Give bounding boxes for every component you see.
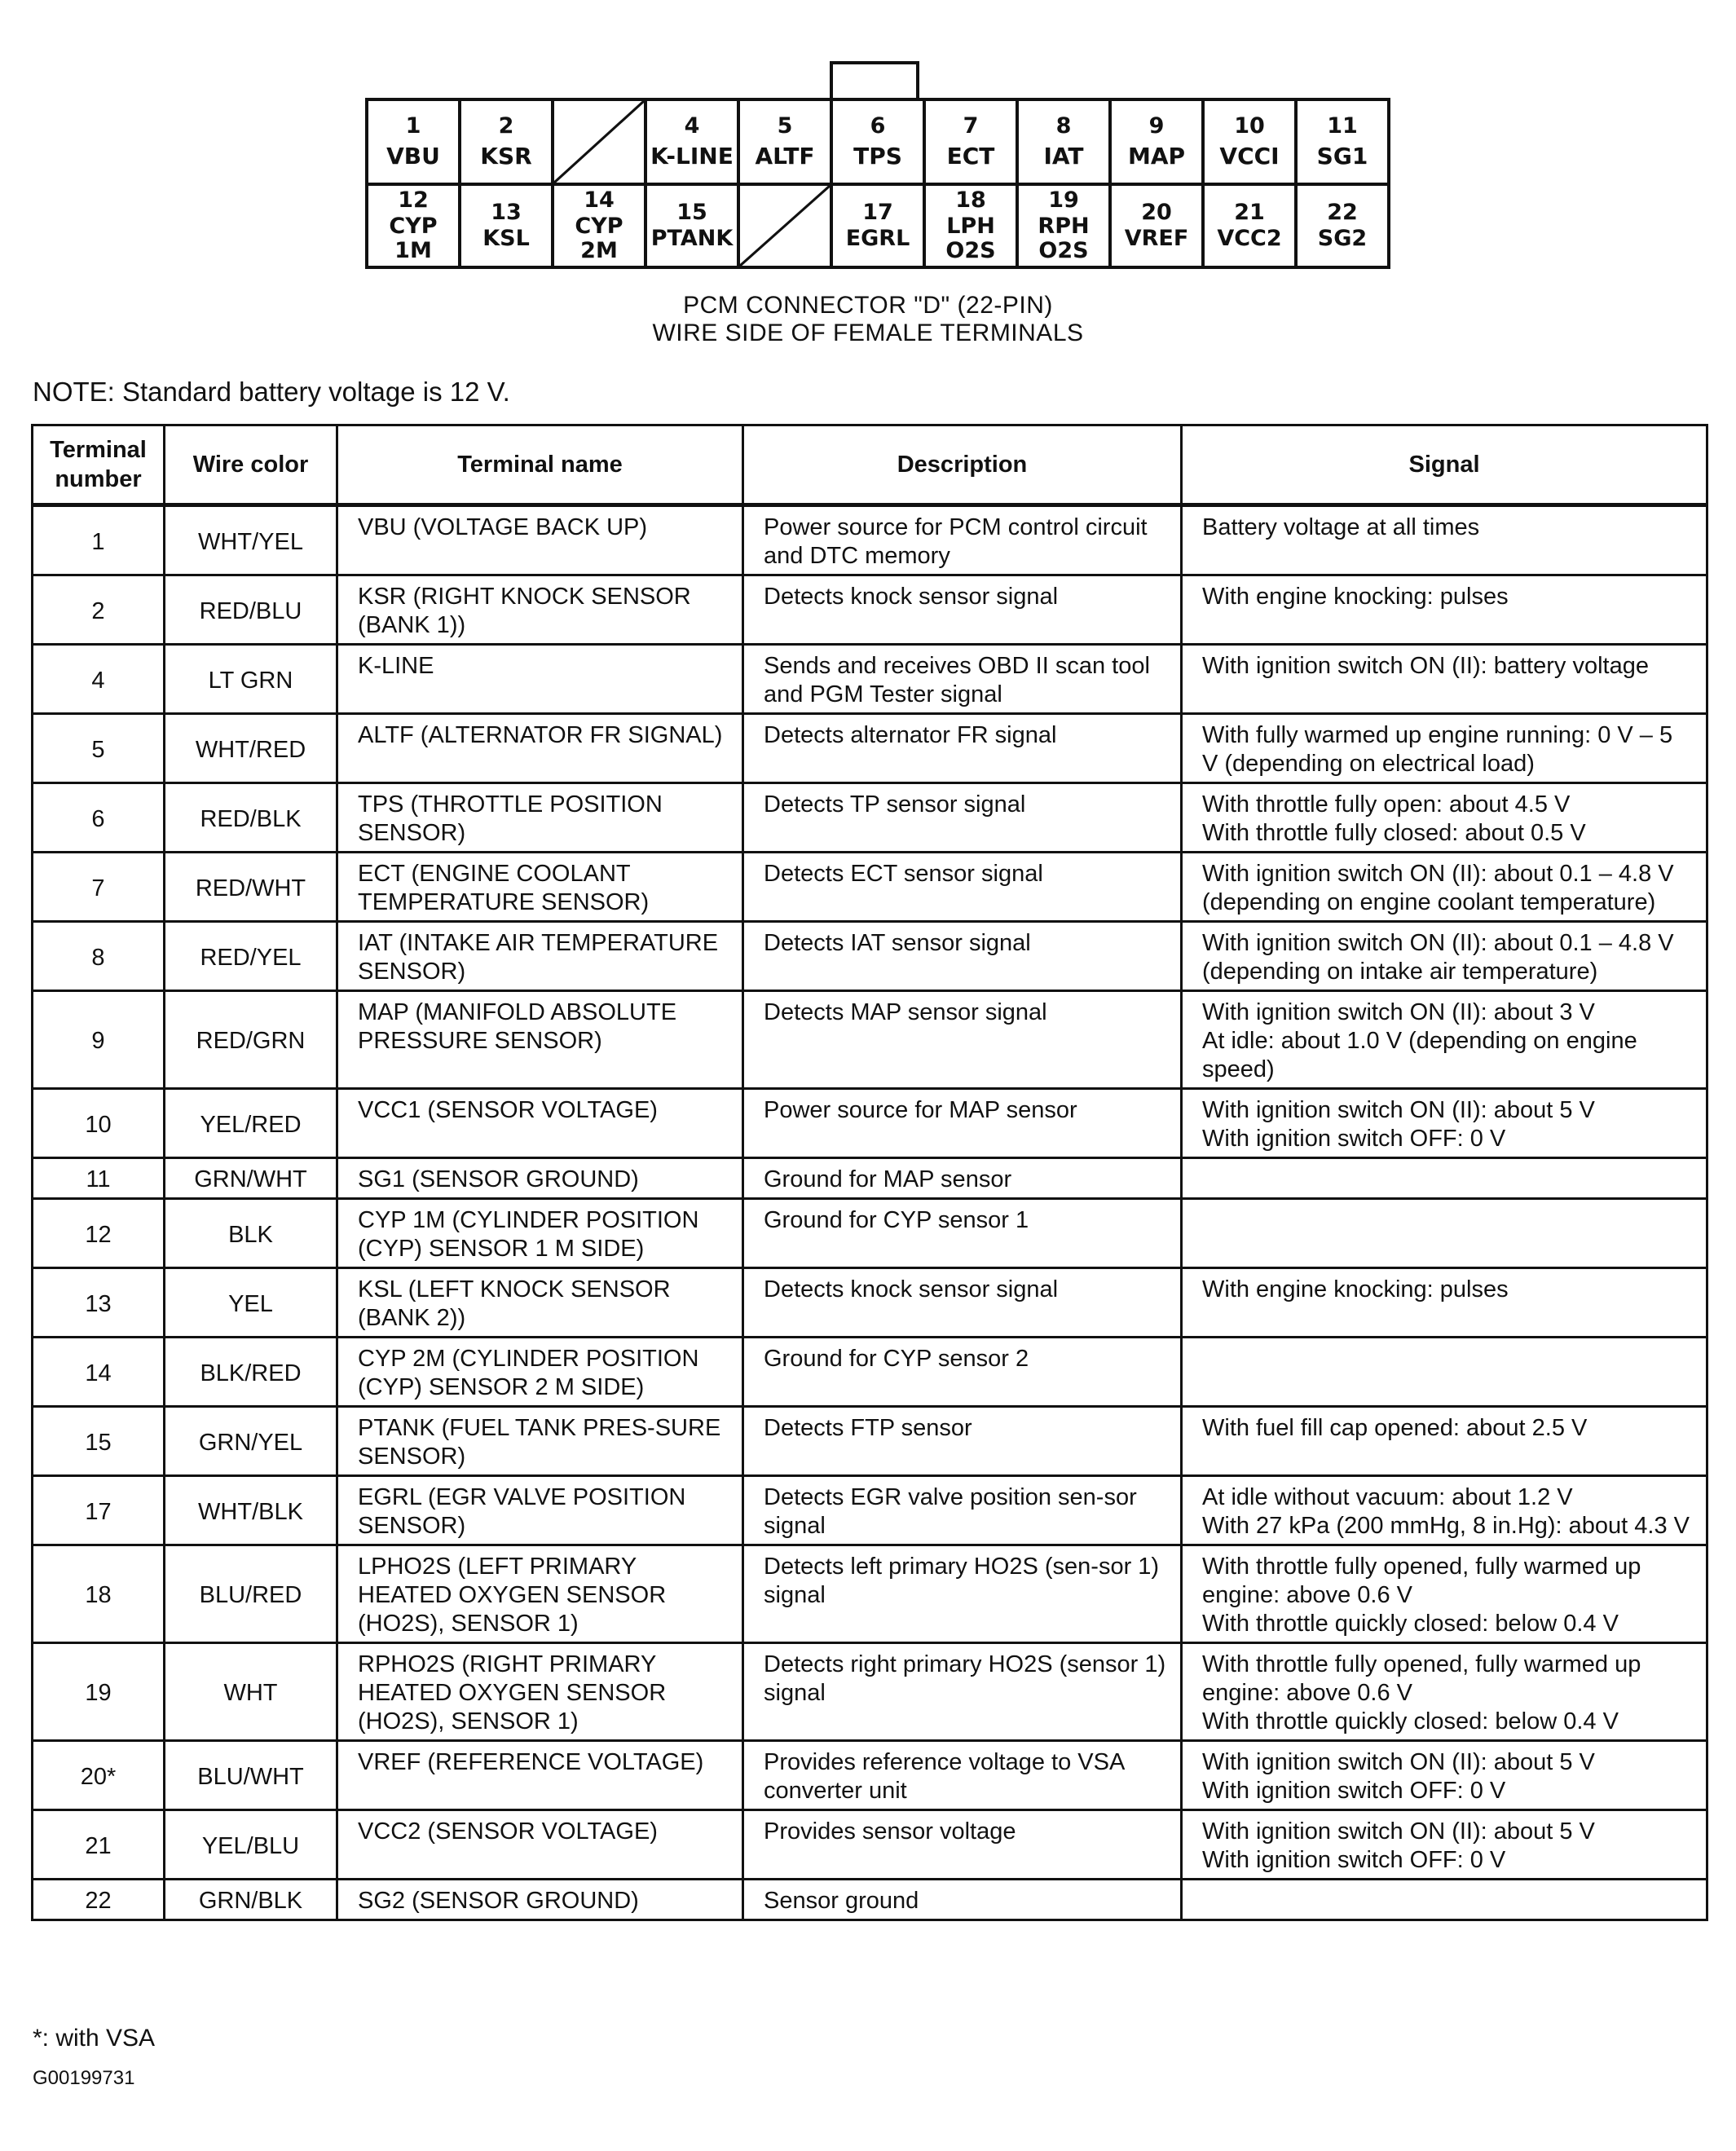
cell-signal xyxy=(1182,1158,1707,1199)
connector-pin xyxy=(1203,99,1296,184)
cell-terminal-number: 14 xyxy=(33,1338,165,1407)
cell-signal xyxy=(1182,1338,1707,1407)
connector-pin xyxy=(924,184,1017,267)
cell-description: Power source for MAP sensor xyxy=(743,1089,1182,1158)
terminal-table xyxy=(31,424,1708,1921)
pin-number: 22 xyxy=(1327,200,1358,226)
cell-signal: With ignition switch ON (II): battery voltage xyxy=(1182,645,1707,714)
cell-terminal-number: 11 xyxy=(33,1158,165,1199)
cell-signal: At idle without vacuum: about 1.2 V With 27 kPa (200 mmHg, 8 in.Hg): about 4.3 V xyxy=(1182,1476,1707,1545)
cell-description: Detects IAT sensor signal xyxy=(743,922,1182,991)
table-row xyxy=(33,1338,1707,1407)
cell-wire-color: BLK xyxy=(165,1199,337,1268)
pcm-connector-diagram xyxy=(365,98,1390,269)
pin-number: 18 xyxy=(955,187,986,214)
connector-row-bottom xyxy=(367,184,1389,267)
cell-terminal-name: EGRL (EGR VALVE POSITION SENSOR) xyxy=(337,1476,743,1545)
pin-abbreviation: MAP xyxy=(1127,143,1186,170)
cell-description: Ground for MAP sensor xyxy=(743,1158,1182,1199)
header-wire-color: Wire color xyxy=(165,425,337,505)
connector-caption-subtitle: WIRE SIDE OF FEMALE TERMINALS xyxy=(652,320,1084,346)
cell-signal: With throttle fully opened, fully warmed up engine: above 0.6 V With throttle quickly closed: below 0.4 V xyxy=(1182,1643,1707,1741)
pin-abbreviation: EGRL xyxy=(845,226,910,251)
figure-id: G00199731 xyxy=(33,2067,135,2089)
cell-signal: With fully warmed up engine running: 0 V – 5 V (depending on electrical load) xyxy=(1182,714,1707,783)
connector-pin xyxy=(1110,184,1203,267)
pin-number: 7 xyxy=(963,112,979,139)
connector-empty-cavity xyxy=(738,184,831,267)
cell-terminal-name: RPHO2S (RIGHT PRIMARY HEATED OXYGEN SENSOR (HO2S), SENSOR 1) xyxy=(337,1643,743,1741)
cell-terminal-number: 22 xyxy=(33,1880,165,1920)
cell-terminal-name: KSR (RIGHT KNOCK SENSOR (BANK 1)) xyxy=(337,575,743,645)
cell-wire-color: RED/GRN xyxy=(165,991,337,1089)
cell-wire-color: BLU/RED xyxy=(165,1545,337,1643)
table-row xyxy=(33,1268,1707,1338)
connector-pin xyxy=(460,184,553,267)
pin-number: 21 xyxy=(1234,200,1265,226)
pin-abbreviation: VCC2 xyxy=(1217,226,1282,251)
cell-description: Detects EGR valve position sen-sor signal xyxy=(743,1476,1182,1545)
cell-terminal-name: SG1 (SENSOR GROUND) xyxy=(337,1158,743,1199)
pin-number: 9 xyxy=(1148,112,1165,139)
cell-description: Detects MAP sensor signal xyxy=(743,991,1182,1089)
cell-signal xyxy=(1182,1880,1707,1920)
cell-terminal-name: ALTF (ALTERNATOR FR SIGNAL) xyxy=(337,714,743,783)
pin-abbreviation: VREF xyxy=(1124,226,1189,251)
cell-signal: With throttle fully open: about 4.5 V With throttle fully closed: about 0.5 V xyxy=(1182,783,1707,853)
cell-description: Provides reference voltage to VSA converter unit xyxy=(743,1741,1182,1810)
cell-wire-color: BLK/RED xyxy=(165,1338,337,1407)
cell-signal: With ignition switch ON (II): about 5 V With ignition switch OFF: 0 V xyxy=(1182,1089,1707,1158)
cell-signal: With ignition switch ON (II): about 5 V With ignition switch OFF: 0 V xyxy=(1182,1810,1707,1880)
pin-number: 12 xyxy=(398,187,429,214)
pin-abbreviation: VCCI xyxy=(1219,143,1280,170)
cell-signal: With engine knocking: pulses xyxy=(1182,1268,1707,1338)
pin-abbreviation: ALTF xyxy=(755,143,815,170)
table-row xyxy=(33,922,1707,991)
cell-terminal-number: 17 xyxy=(33,1476,165,1545)
cell-wire-color: WHT/YEL xyxy=(165,505,337,575)
footnote: *: with VSA xyxy=(33,2025,156,2052)
cell-signal: With ignition switch ON (II): about 5 V With ignition switch OFF: 0 V xyxy=(1182,1741,1707,1810)
pin-abbreviation: K-LINE xyxy=(650,143,734,170)
cell-terminal-name: K-LINE xyxy=(337,645,743,714)
cell-signal: Battery voltage at all times xyxy=(1182,505,1707,575)
cell-terminal-number: 2 xyxy=(33,575,165,645)
cell-wire-color: GRN/BLK xyxy=(165,1880,337,1920)
cell-wire-color: GRN/WHT xyxy=(165,1158,337,1199)
pin-abbreviation: IAT xyxy=(1043,143,1084,170)
connector-pin xyxy=(460,99,553,184)
connector-pin xyxy=(738,99,831,184)
cell-description: Detects FTP sensor xyxy=(743,1407,1182,1476)
cell-wire-color: WHT/BLK xyxy=(165,1476,337,1545)
cell-wire-color: YEL/BLU xyxy=(165,1810,337,1880)
table-row xyxy=(33,783,1707,853)
pin-abbreviation: VBU xyxy=(386,143,440,170)
pin-number: 19 xyxy=(1048,187,1079,214)
cell-terminal-number: 4 xyxy=(33,645,165,714)
table-row xyxy=(33,1810,1707,1880)
cell-terminal-number: 8 xyxy=(33,922,165,991)
cell-description: Ground for CYP sensor 2 xyxy=(743,1338,1182,1407)
cell-wire-color: YEL xyxy=(165,1268,337,1338)
cell-signal: With ignition switch ON (II): about 0.1 – 4.8 V (depending on engine coolant temperature) xyxy=(1182,853,1707,922)
connector-pin xyxy=(645,184,738,267)
pin-number: 11 xyxy=(1327,112,1358,139)
table-row xyxy=(33,1158,1707,1199)
cell-terminal-number: 1 xyxy=(33,505,165,575)
cell-terminal-number: 18 xyxy=(33,1545,165,1643)
table-row xyxy=(33,1199,1707,1268)
header-terminal-name: Terminal name xyxy=(337,425,743,505)
table-row xyxy=(33,1407,1707,1476)
cell-signal: With ignition switch ON (II): about 0.1 – 4.8 V (depending on intake air temperature) xyxy=(1182,922,1707,991)
table-row xyxy=(33,1089,1707,1158)
pin-abbreviation: ECT xyxy=(946,143,995,170)
connector-pin xyxy=(1296,184,1389,267)
cell-description: Sensor ground xyxy=(743,1880,1182,1920)
cell-description: Detects ECT sensor signal xyxy=(743,853,1182,922)
cell-terminal-number: 6 xyxy=(33,783,165,853)
connector-pin xyxy=(1296,99,1389,184)
pin-number: 14 xyxy=(584,187,615,214)
connector-pin xyxy=(1017,184,1110,267)
table-row xyxy=(33,1880,1707,1920)
cell-signal xyxy=(1182,1199,1707,1268)
cell-terminal-number: 12 xyxy=(33,1199,165,1268)
cell-terminal-name: VREF (REFERENCE VOLTAGE) xyxy=(337,1741,743,1810)
cell-wire-color: WHT xyxy=(165,1643,337,1741)
cell-terminal-number: 20* xyxy=(33,1741,165,1810)
cell-description: Detects alternator FR signal xyxy=(743,714,1182,783)
pin-number: 6 xyxy=(870,112,886,139)
header-terminal-number: Terminal number xyxy=(33,425,165,505)
cell-terminal-name: ECT (ENGINE COOLANT TEMPERATURE SENSOR) xyxy=(337,853,743,922)
pin-number: 1 xyxy=(405,112,421,139)
cell-wire-color: WHT/RED xyxy=(165,714,337,783)
cell-terminal-number: 15 xyxy=(33,1407,165,1476)
battery-voltage-note: NOTE: Standard battery voltage is 12 V. xyxy=(33,377,510,407)
cell-terminal-number: 10 xyxy=(33,1089,165,1158)
cell-wire-color: RED/BLU xyxy=(165,575,337,645)
connector-caption-title: PCM CONNECTOR "D" (22-PIN) xyxy=(683,292,1053,319)
cell-description: Power source for PCM control circuit and DTC memory xyxy=(743,505,1182,575)
cell-terminal-name: CYP 2M (CYLINDER POSITION (CYP) SENSOR 2 M SIDE) xyxy=(337,1338,743,1407)
connector-row-top xyxy=(367,99,1389,184)
table-row xyxy=(33,991,1707,1089)
pin-abbreviation: TPS xyxy=(853,143,902,170)
header-description: Description xyxy=(743,425,1182,505)
pin-number: 8 xyxy=(1055,112,1072,139)
cell-terminal-name: SG2 (SENSOR GROUND) xyxy=(337,1880,743,1920)
cell-description: Detects TP sensor signal xyxy=(743,783,1182,853)
pin-number: 5 xyxy=(777,112,793,139)
table-row xyxy=(33,1476,1707,1545)
table-row xyxy=(33,1545,1707,1643)
cell-description: Detects left primary HO2S (sen-sor 1) signal xyxy=(743,1545,1182,1643)
table-row xyxy=(33,575,1707,645)
cell-description: Sends and receives OBD II scan tool and PGM Tester signal xyxy=(743,645,1182,714)
pin-number: 20 xyxy=(1141,200,1172,226)
cell-signal: With fuel fill cap opened: about 2.5 V xyxy=(1182,1407,1707,1476)
cell-description: Ground for CYP sensor 1 xyxy=(743,1199,1182,1268)
connector-pin xyxy=(1110,99,1203,184)
cell-terminal-name: LPHO2S (LEFT PRIMARY HEATED OXYGEN SENSOR (HO2S), SENSOR 1) xyxy=(337,1545,743,1643)
pin-number: 10 xyxy=(1234,112,1265,139)
connector-pin xyxy=(645,99,738,184)
connector-pin xyxy=(1017,99,1110,184)
cell-wire-color: BLU/WHT xyxy=(165,1741,337,1810)
pin-number: 13 xyxy=(491,200,522,226)
pin-abbreviation: CYP 2M xyxy=(575,214,623,263)
connector-pin xyxy=(1203,184,1296,267)
table-row xyxy=(33,645,1707,714)
cell-wire-color: LT GRN xyxy=(165,645,337,714)
cell-terminal-name: PTANK (FUEL TANK PRES-SURE SENSOR) xyxy=(337,1407,743,1476)
pin-abbreviation: LPH O2S xyxy=(945,214,996,263)
cell-wire-color: GRN/YEL xyxy=(165,1407,337,1476)
cell-signal: With throttle fully opened, fully warmed up engine: above 0.6 V With throttle quickly closed: below 0.4 V xyxy=(1182,1545,1707,1643)
cell-wire-color: RED/BLK xyxy=(165,783,337,853)
cell-terminal-number: 21 xyxy=(33,1810,165,1880)
pin-abbreviation: PTANK xyxy=(650,226,734,251)
cell-description: Detects right primary HO2S (sensor 1) signal xyxy=(743,1643,1182,1741)
pin-abbreviation: KSR xyxy=(480,143,532,170)
cell-terminal-number: 5 xyxy=(33,714,165,783)
pin-number: 17 xyxy=(862,200,893,226)
pin-abbreviation: SG2 xyxy=(1317,226,1368,251)
connector-pin xyxy=(367,184,460,267)
cell-terminal-name: VCC2 (SENSOR VOLTAGE) xyxy=(337,1810,743,1880)
pin-number: 4 xyxy=(684,112,700,139)
pin-abbreviation: SG1 xyxy=(1316,143,1368,170)
cell-description: Detects knock sensor signal xyxy=(743,575,1182,645)
pin-abbreviation: KSL xyxy=(482,226,530,251)
cell-terminal-name: TPS (THROTTLE POSITION SENSOR) xyxy=(337,783,743,853)
empty-cavity-slash-icon xyxy=(554,101,644,183)
cell-wire-color: YEL/RED xyxy=(165,1089,337,1158)
cell-wire-color: RED/YEL xyxy=(165,922,337,991)
table-row xyxy=(33,1643,1707,1741)
cell-terminal-name: VBU (VOLTAGE BACK UP) xyxy=(337,505,743,575)
connector-lock-tab xyxy=(830,61,919,98)
cell-terminal-name: VCC1 (SENSOR VOLTAGE) xyxy=(337,1089,743,1158)
header-signal: Signal xyxy=(1182,425,1707,505)
cell-terminal-name: KSL (LEFT KNOCK SENSOR (BANK 2)) xyxy=(337,1268,743,1338)
cell-signal: With engine knocking: pulses xyxy=(1182,575,1707,645)
cell-terminal-number: 13 xyxy=(33,1268,165,1338)
pin-number: 2 xyxy=(498,112,514,139)
cell-wire-color: RED/WHT xyxy=(165,853,337,922)
connector-pin xyxy=(553,184,645,267)
table-row xyxy=(33,714,1707,783)
cell-terminal-number: 9 xyxy=(33,991,165,1089)
table-header-row xyxy=(33,425,1707,505)
empty-cavity-slash-icon xyxy=(740,186,830,266)
cell-terminal-name: MAP (MANIFOLD ABSOLUTE PRESSURE SENSOR) xyxy=(337,991,743,1089)
connector-pin xyxy=(831,99,924,184)
pin-abbreviation: CYP 1M xyxy=(389,214,438,263)
table-row xyxy=(33,505,1707,575)
connector-pin xyxy=(831,184,924,267)
cell-terminal-number: 19 xyxy=(33,1643,165,1741)
cell-terminal-name: IAT (INTAKE AIR TEMPERATURE SENSOR) xyxy=(337,922,743,991)
pin-abbreviation: RPH O2S xyxy=(1038,214,1090,263)
cell-description: Detects knock sensor signal xyxy=(743,1268,1182,1338)
cell-terminal-number: 7 xyxy=(33,853,165,922)
connector-pin xyxy=(367,99,460,184)
pin-number: 15 xyxy=(676,200,707,226)
table-row xyxy=(33,853,1707,922)
cell-signal: With ignition switch ON (II): about 3 V At idle: about 1.0 V (depending on engine speed) xyxy=(1182,991,1707,1089)
connector-empty-cavity xyxy=(553,99,645,184)
connector-pin xyxy=(924,99,1017,184)
table-row xyxy=(33,1741,1707,1810)
cell-terminal-name: CYP 1M (CYLINDER POSITION (CYP) SENSOR 1 M SIDE) xyxy=(337,1199,743,1268)
cell-description: Provides sensor voltage xyxy=(743,1810,1182,1880)
